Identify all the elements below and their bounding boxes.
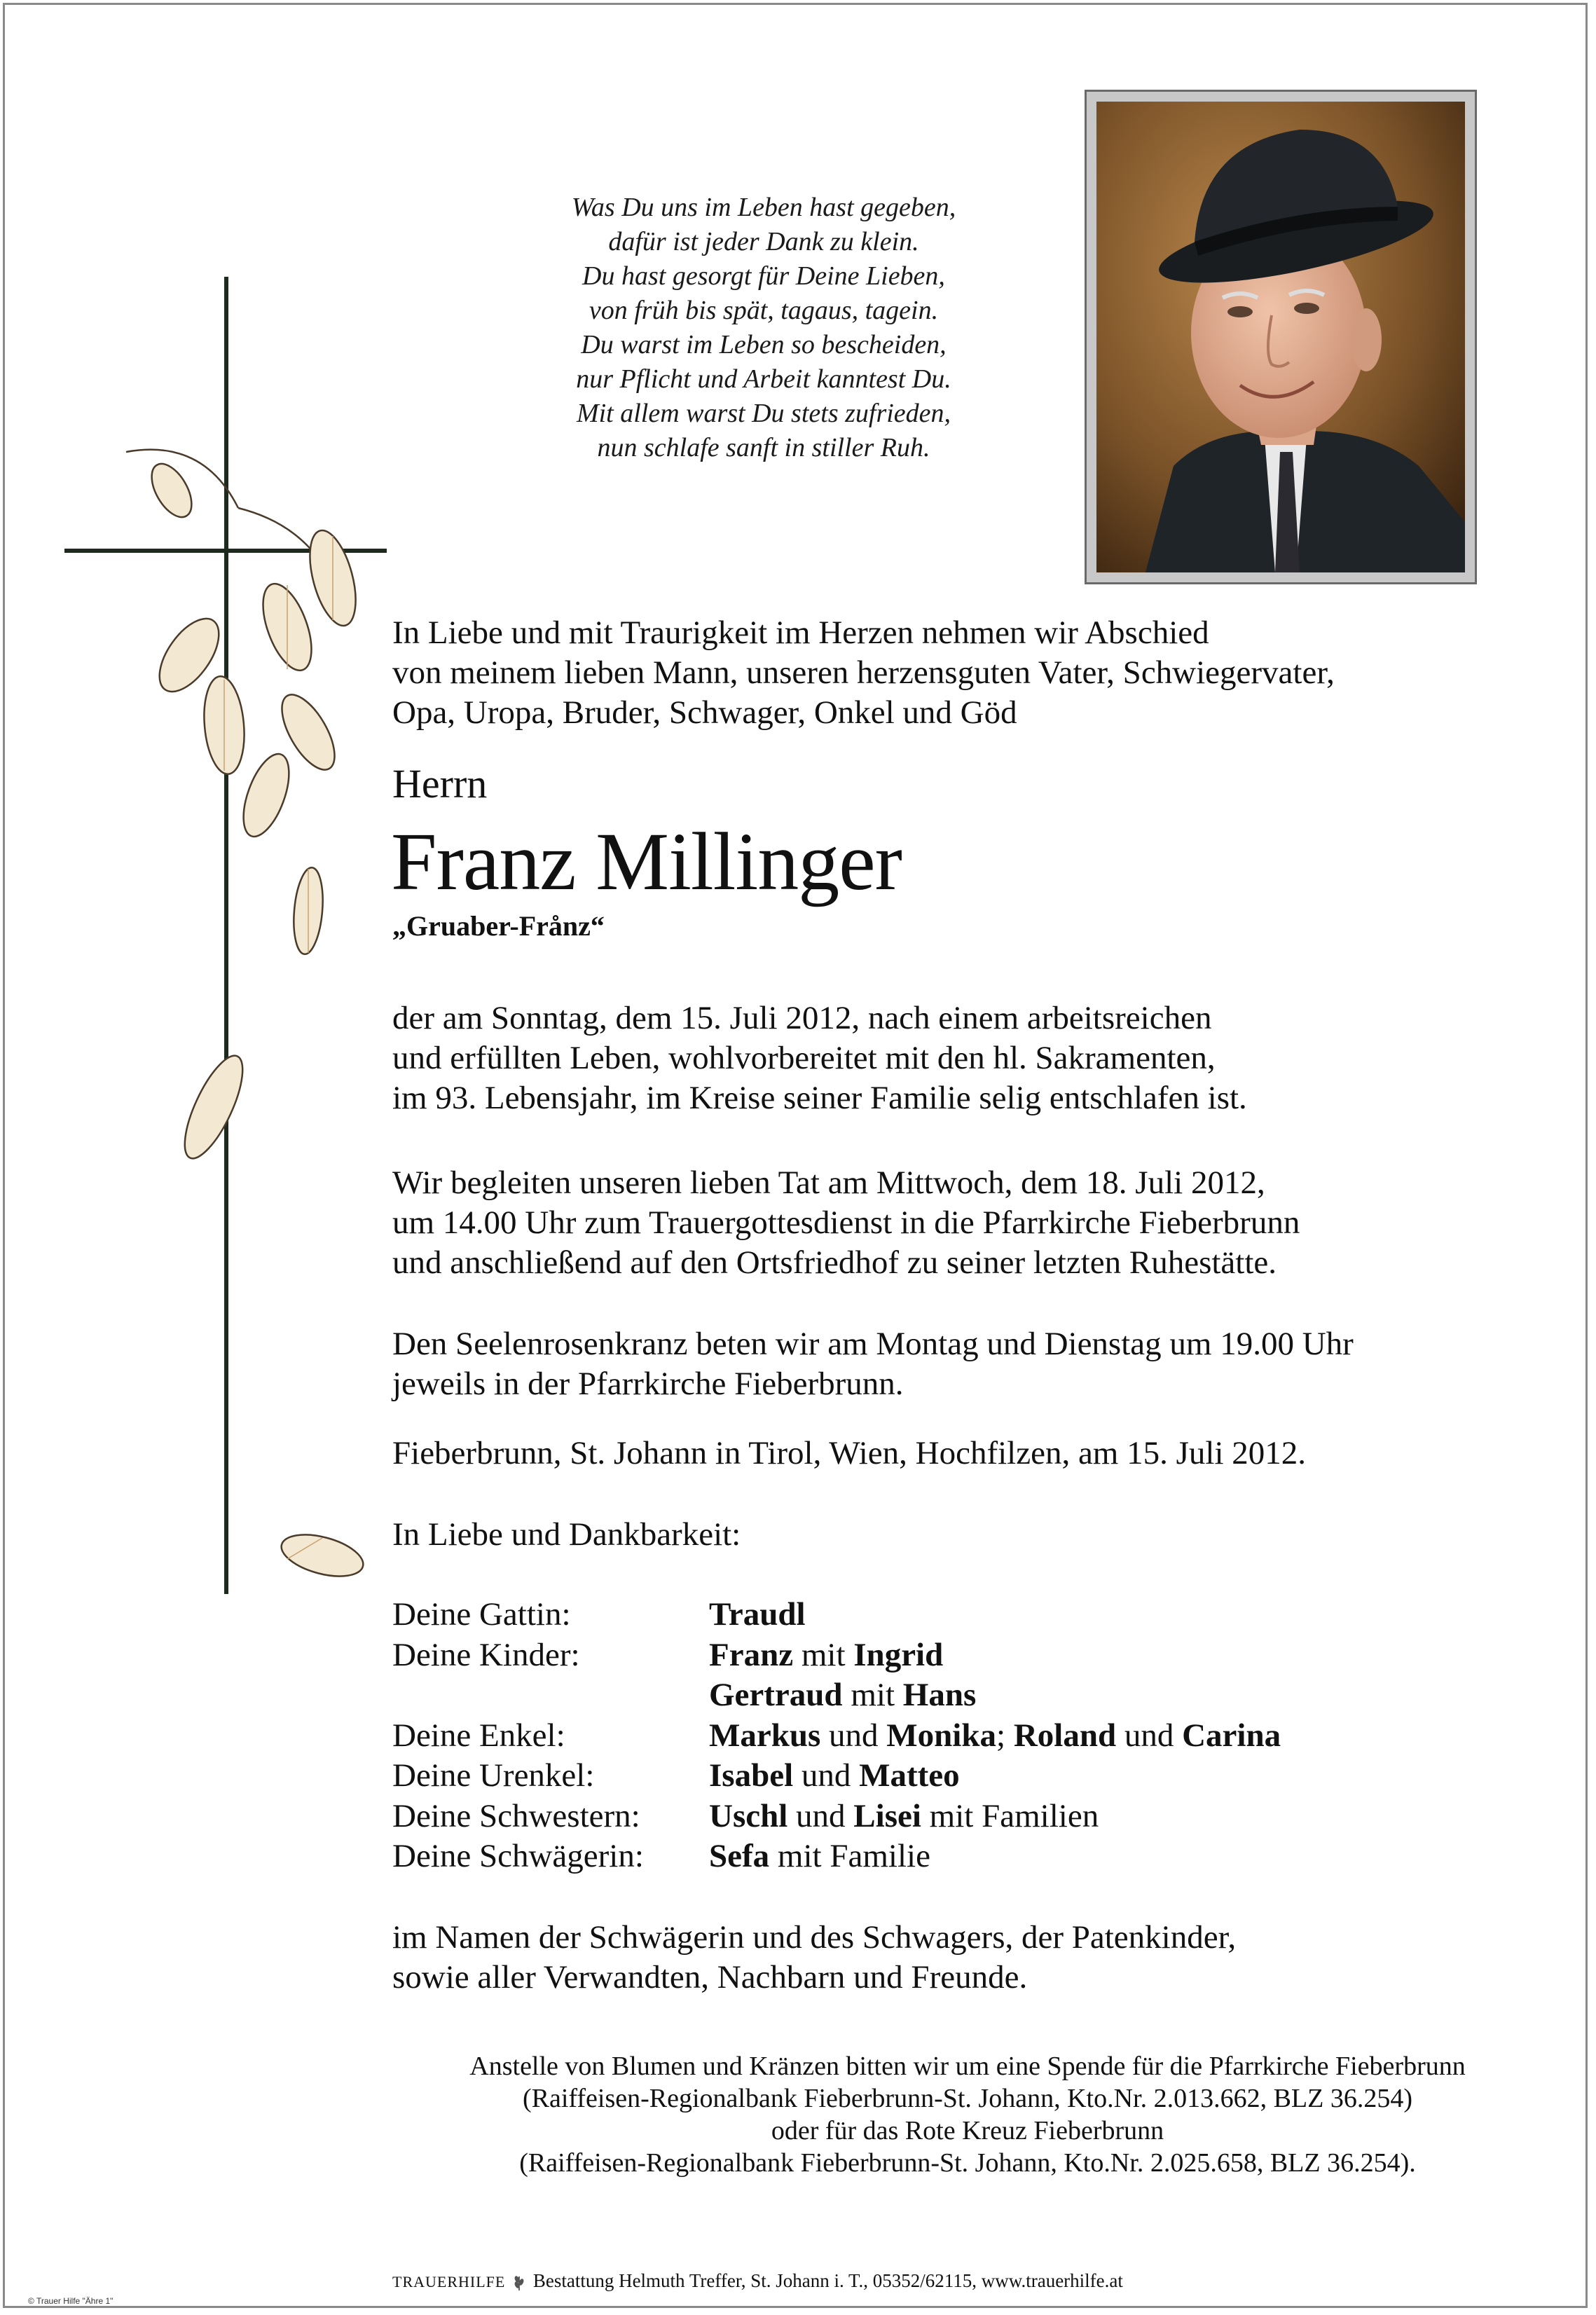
family-name-part: mit [842, 1677, 903, 1713]
donation-line: oder für das Rote Kreuz Fieberbrunn [771, 2116, 1164, 2145]
family-name-part: Ingrid [853, 1636, 944, 1673]
family-name-part: und [793, 1757, 860, 1794]
family-name-part: Franz [709, 1636, 794, 1673]
family-name-part: und [820, 1717, 887, 1754]
rosary-line: jeweils in der Pfarrkirche Fieberbrunn. [392, 1366, 904, 1402]
family-name-part: Roland [1013, 1717, 1117, 1754]
donation-line: (Raiffeisen-Regionalbank Fieberbrunn-St. Johann, Kto.Nr. 2.013.662, BLZ 36.254) [523, 2084, 1412, 2113]
family-relation: Deine Gattin: [392, 1596, 571, 1633]
family-relation: Deine Urenkel: [392, 1757, 595, 1794]
donation-request [392, 2050, 1543, 2179]
intro-line: Opa, Uropa, Bruder, Schwager, Onkel und Göd [392, 694, 1017, 731]
donation-line: Anstelle von Blumen und Kränzen bitten wir um eine Spende für die Pfarrkirche Fieberbrunn [469, 2052, 1466, 2081]
notice-line: und erfüllten Leben, wohlvorbereitet mit den hl. Sakramenten, [392, 1040, 1216, 1076]
family-name-part: Matteo [859, 1757, 960, 1794]
family-name-part: Uschl [709, 1797, 788, 1834]
family-relation: Deine Enkel: [392, 1717, 565, 1754]
family-name-part: Monika [886, 1717, 996, 1754]
family-name-part: Traudl [709, 1596, 806, 1633]
family-name-part: Carina [1182, 1717, 1281, 1754]
gratitude [392, 1515, 741, 1555]
poem-line: nur Pflicht und Arbeit kanntest Du. [576, 364, 951, 394]
family-names [709, 1595, 806, 1635]
gratitude-line: In Liebe und Dankbarkeit: [392, 1516, 741, 1553]
family-name-part: Hans [902, 1677, 977, 1713]
place-date-line: Fieberbrunn, St. Johann in Tirol, Wien, Hochfilzen, am 15. Juli 2012. [392, 1435, 1307, 1471]
family-name-part: Lisei [853, 1797, 921, 1834]
funeral-line: und anschließend auf den Ortsfriedhof zu seiner letzten Ruhestätte. [392, 1244, 1277, 1281]
family-names [709, 1635, 943, 1676]
closing-line: sowie aller Verwandten, Nachbarn und Freunde. [392, 1959, 1028, 1995]
poem-line: Du hast gesorgt für Deine Lieben, [582, 261, 945, 291]
family-name-part: mit Familien [921, 1797, 1099, 1834]
family-names [709, 1797, 1099, 1837]
closing-line: im Namen der Schwägerin und des Schwagers, der Patenkinder, [392, 1919, 1237, 1956]
donation-line: (Raiffeisen-Regionalbank Fieberbrunn-St. Johann, Kto.Nr. 2.025.658, BLZ 36.254). [519, 2148, 1416, 2178]
family-names [709, 1675, 976, 1716]
deceased-name: Franz Millinger [391, 816, 902, 907]
funeral-line: Wir begleiten unseren lieben Tat am Mittwoch, dem 18. Juli 2012, [392, 1165, 1265, 1201]
poem-line: Du warst im Leben so bescheiden, [581, 330, 947, 359]
intro-text [392, 613, 1335, 733]
poem-line: Was Du uns im Leben hast gegeben, [571, 193, 956, 222]
family-name-part: mit Familie [769, 1838, 930, 1874]
family-name-part: mit [793, 1636, 854, 1673]
family-names [709, 1756, 960, 1797]
notice-line: der am Sonntag, dem 15. Juli 2012, nach einem arbeitsreichen [392, 1000, 1212, 1036]
footer [392, 2270, 1123, 2292]
wheat-icon [510, 2274, 528, 2292]
poem-line: dafür ist jeder Dank zu klein. [608, 227, 919, 256]
closing-text [392, 1918, 1236, 1998]
family-relation: Deine Kinder: [392, 1636, 580, 1673]
family-names [709, 1716, 1281, 1757]
salutation: Herrn [392, 761, 488, 806]
poem-line: nun schlafe sanft in stiller Ruh. [597, 433, 930, 462]
place-date [392, 1434, 1306, 1474]
funeral-info [392, 1163, 1300, 1283]
poem-line: Mit allem warst Du stets zufrieden, [576, 399, 951, 428]
family-name-part: Sefa [709, 1838, 770, 1874]
nickname: „Gruaber-Frånz“ [392, 910, 605, 942]
leaf-icon [126, 450, 368, 1584]
cross-with-leaves [56, 277, 406, 1601]
family-name-part: Isabel [709, 1757, 794, 1794]
intro-line: von meinem lieben Mann, unseren herzensguten Vater, Schwiegervater, [392, 654, 1335, 691]
notice-line: im 93. Lebensjahr, im Kreise seiner Familie selig entschlafen ist. [392, 1080, 1247, 1116]
rosary-info [392, 1324, 1354, 1404]
funeral-line: um 14.00 Uhr zum Trauergottesdienst in die Pfarrkirche Fieberbrunn [392, 1204, 1300, 1241]
portrait-photo [1085, 90, 1477, 584]
portrait-image [1096, 102, 1465, 572]
footer-brand: TRAUERHILFE [392, 2273, 506, 2290]
poem-line: von früh bis spät, tagaus, tagein. [589, 296, 939, 325]
footer-text: Bestattung Helmuth Treffer, St. Johann i. T., 05352/62115, www.trauerhilfe.at [532, 2270, 1123, 2291]
cross-vertical-beam [224, 277, 228, 1594]
death-notice [392, 998, 1247, 1118]
intro-line: In Liebe und mit Traurigkeit im Herzen nehmen wir Abschied [392, 614, 1209, 651]
family-relation: Deine Schwägerin: [392, 1838, 644, 1874]
family-relation: Deine Schwestern: [392, 1797, 640, 1834]
family-names [709, 1836, 930, 1877]
rosary-line: Den Seelenrosenkranz beten wir am Montag und Dienstag um 19.00 Uhr [392, 1326, 1354, 1362]
family-name-part: ; [996, 1717, 1014, 1754]
family-name-part: Markus [709, 1717, 821, 1754]
family-name-part: Gertraud [709, 1677, 843, 1713]
family-name-part: und [787, 1797, 854, 1834]
copyright: © Trauer Hilfe "Ähre 1" [28, 2296, 113, 2306]
family-name-part: und [1116, 1717, 1183, 1754]
poem [448, 191, 1079, 465]
